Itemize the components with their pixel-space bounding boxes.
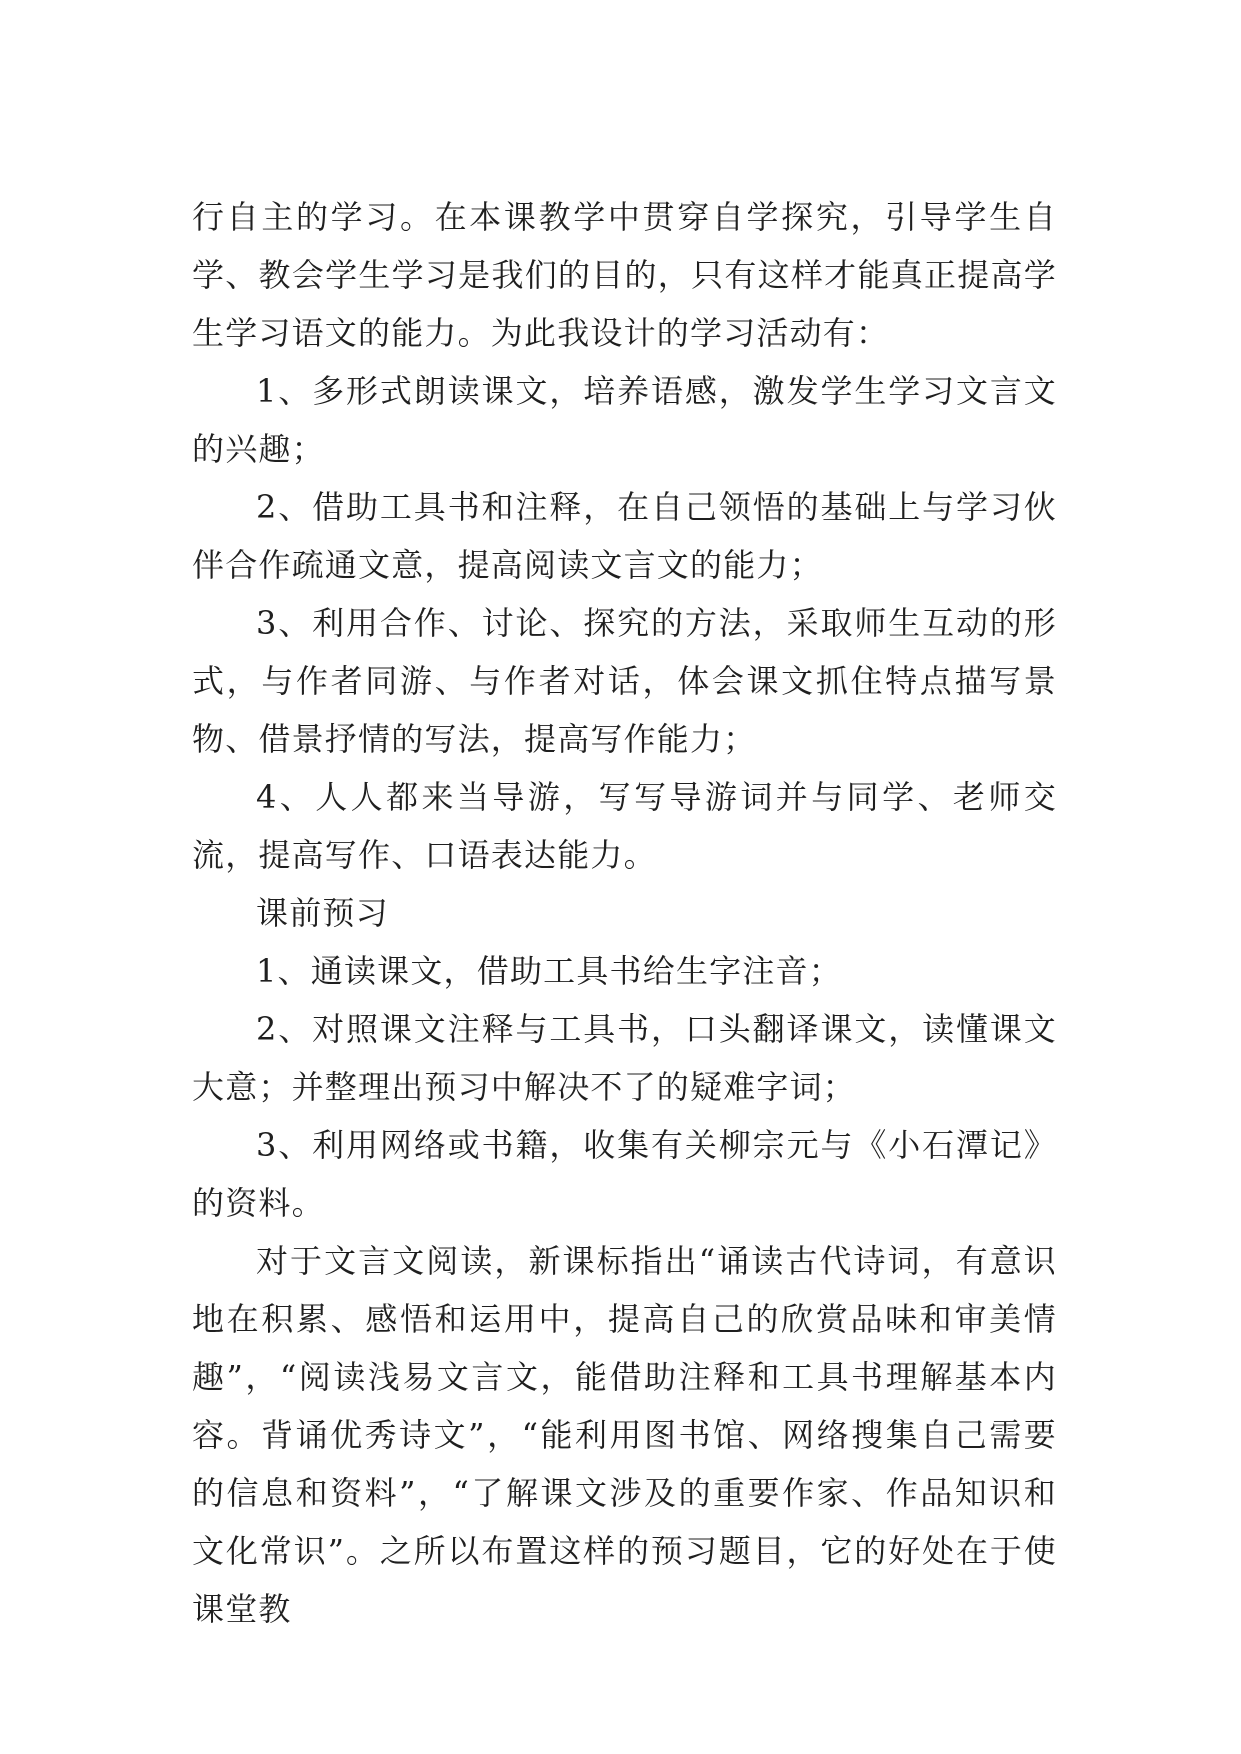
preview-item-3: 3、利用网络或书籍，收集有关柳宗元与《小石潭记》的资料。 — [192, 1126, 1057, 1222]
paragraph-continuation: 行自主的学习。在本课教学中贯穿自学探究，引导学生自学、教会学生学习是我们的目的，只有这样才能真正提高学生学习语文的能力。为此我设计的学习活动有： — [192, 198, 1057, 352]
activity-item-4: 4、人人都来当导游，写写导游词并与同学、老师交流，提高写作、口语表达能力。 — [192, 778, 1057, 874]
body-text — [192, 188, 1057, 1638]
paragraph-curriculum: 对于文言文阅读，新课标指出“诵读古代诗词，有意识地在积累、感悟和运用中，提高自己的欣赏品味和审美情趣”，“阅读浅易文言文，能借助注释和工具书理解基本内容。背诵优秀诗文”，“能利用图书馆、网络搜集自己需要的信息和资料”，“了解课文涉及的重要作家、作品知识和文化常识”。之所以布置这样的预习题目，它的好处在于使课堂教 — [192, 1242, 1057, 1628]
activity-item-3: 3、利用合作、讨论、探究的方法，采取师生互动的形式，与作者同游、与作者对话，体会课文抓住特点描写景物、借景抒情的写法，提高写作能力； — [192, 604, 1057, 758]
preview-item-2: 2、对照课文注释与工具书，口头翻译课文，读懂课文大意；并整理出预习中解决不了的疑难字词； — [192, 1010, 1057, 1106]
activity-item-2: 2、借助工具书和注释，在自己领悟的基础上与学习伙伴合作疏通文意，提高阅读文言文的能力； — [192, 488, 1057, 584]
section-heading-preview: 课前预习 — [256, 894, 389, 932]
activity-item-1: 1、多形式朗读课文，培养语感，激发学生学习文言文的兴趣； — [192, 372, 1057, 468]
preview-item-1: 1、通读课文，借助工具书给生字注音； — [256, 952, 842, 990]
